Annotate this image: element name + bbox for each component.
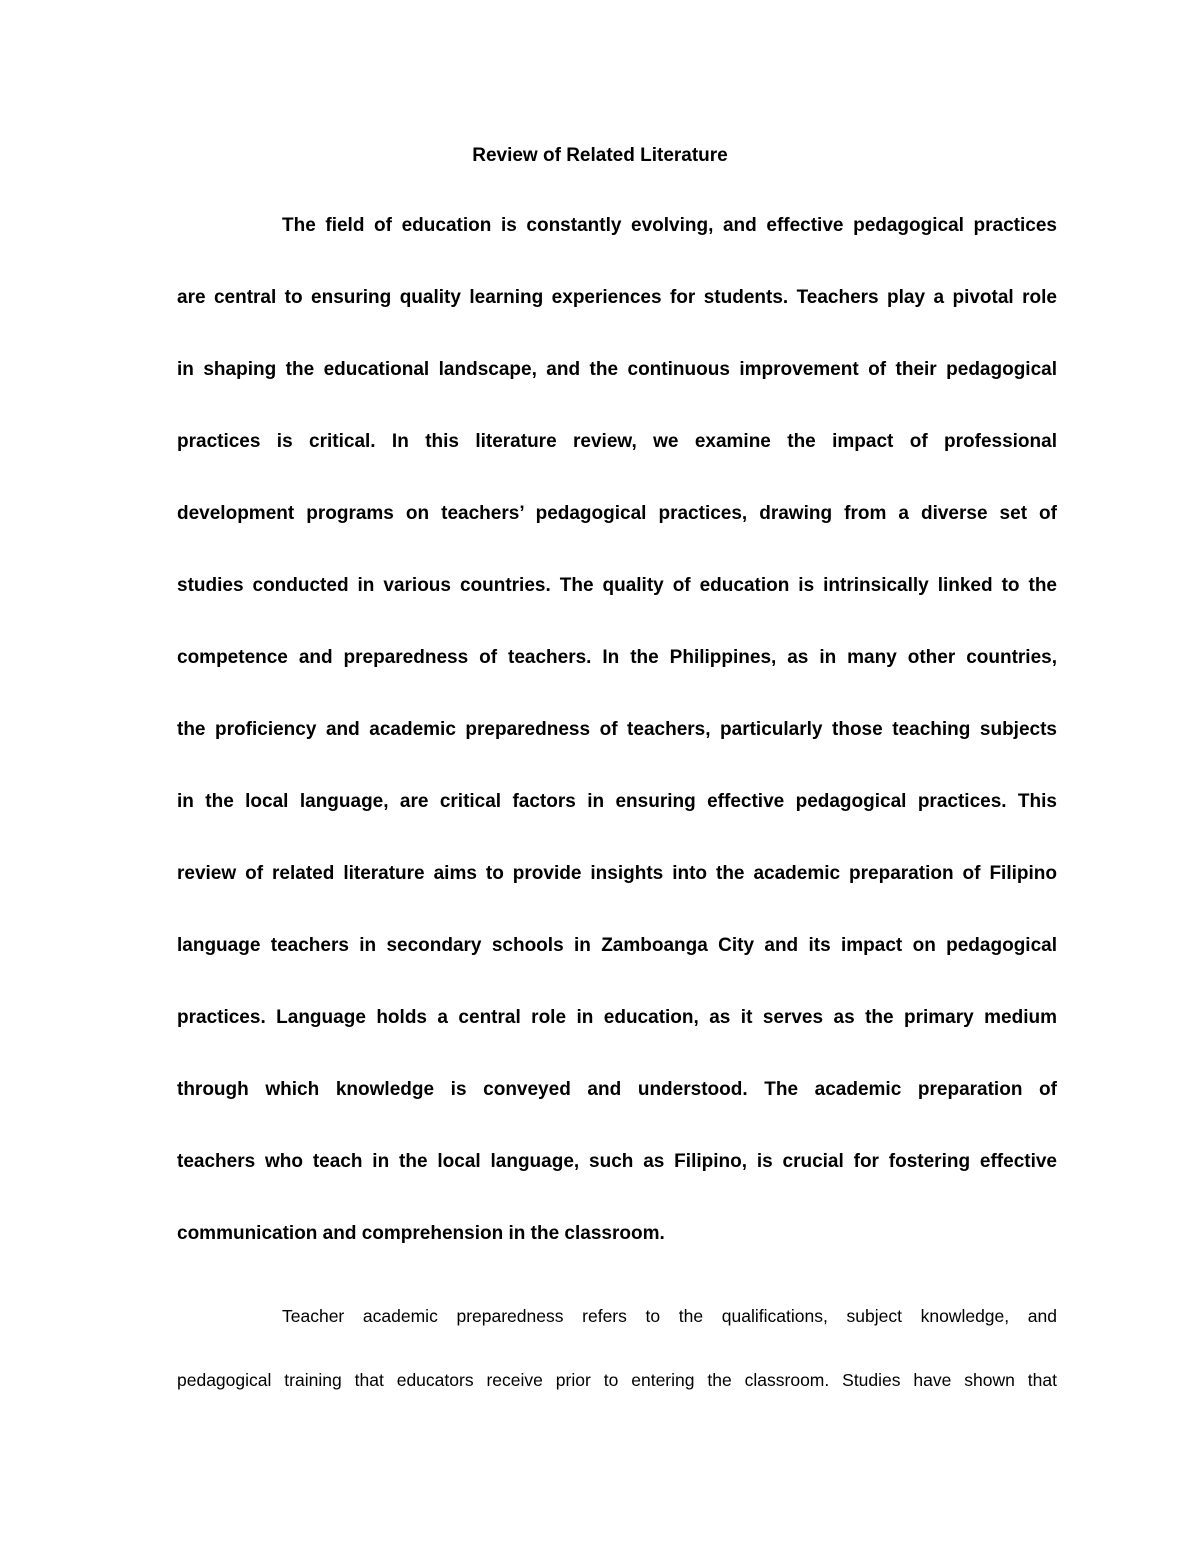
paragraph-line: communication and comprehension in the classroom. xyxy=(177,1223,665,1244)
paragraph-line: are central to ensuring quality learning experiences for students. Teachers play a pivotal role xyxy=(177,287,1057,308)
paragraph-line: studies conducted in various countries. The quality of education is intrinsically linked to the xyxy=(177,575,1057,596)
paragraph-line: in shaping the educational landscape, and the continuous improvement of their pedagogical xyxy=(177,359,1057,380)
paragraph-line: Teacher academic preparedness refers to the qualifications, subject knowledge, and xyxy=(282,1306,1057,1326)
paragraph-line: teachers who teach in the local language, such as Filipino, is crucial for fostering effective xyxy=(177,1151,1057,1172)
paragraph-line: development programs on teachers’ pedagogical practices, drawing from a diverse set of xyxy=(177,503,1057,524)
paragraph-2 xyxy=(177,1284,1057,1412)
paragraph-line: through which knowledge is conveyed and understood. The academic preparation of xyxy=(177,1079,1057,1100)
paragraph-line: The field of education is constantly evolving, and effective pedagogical practices xyxy=(282,215,1057,236)
paragraph-line: review of related literature aims to provide insights into the academic preparation of Filipino xyxy=(177,863,1057,884)
paragraph-1 xyxy=(177,190,1057,1270)
paragraph-line: pedagogical training that educators receive prior to entering the classroom. Studies have shown that xyxy=(177,1370,1057,1390)
paragraph-line: in the local language, are critical factors in ensuring effective pedagogical practices. This xyxy=(177,791,1057,812)
paragraph-line: the proficiency and academic preparedness of teachers, particularly those teaching subjects xyxy=(177,719,1057,740)
paragraph-line: competence and preparedness of teachers. In the Philippines, as in many other countries, xyxy=(177,647,1057,668)
paragraph-line: practices. Language holds a central role in education, as it serves as the primary medium xyxy=(177,1007,1057,1028)
paragraph-line: language teachers in secondary schools in Zamboanga City and its impact on pedagogical xyxy=(177,935,1057,956)
document-title: Review of Related Literature xyxy=(472,145,728,166)
paragraph-line: practices is critical. In this literature review, we examine the impact of professional xyxy=(177,431,1057,452)
